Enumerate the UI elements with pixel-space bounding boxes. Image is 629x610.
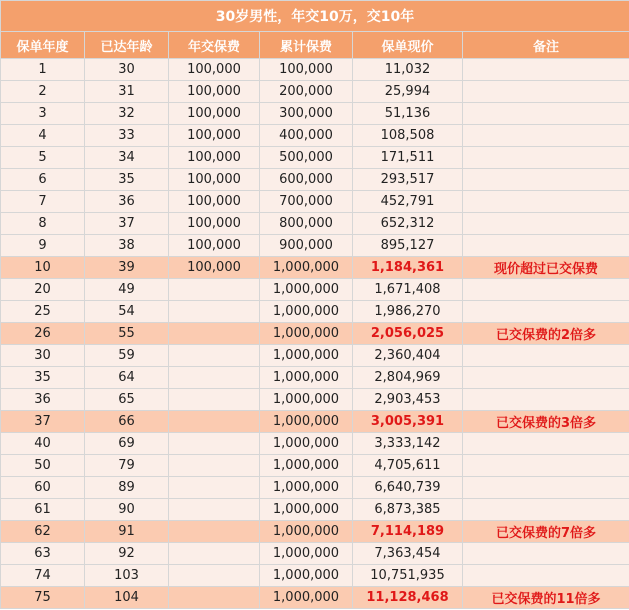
cell-note bbox=[463, 125, 629, 147]
cell-policy-year: 63 bbox=[1, 543, 85, 565]
col-header-age: 已达年龄 bbox=[85, 32, 169, 59]
cell-policy-year: 50 bbox=[1, 455, 85, 477]
cell-note bbox=[463, 477, 629, 499]
cell-total-premium: 800,000 bbox=[260, 213, 353, 235]
cell-cash-value: 7,363,454 bbox=[353, 543, 463, 565]
cell-age: 54 bbox=[85, 301, 169, 323]
cell-note bbox=[463, 169, 629, 191]
cell-age: 59 bbox=[85, 345, 169, 367]
table-row bbox=[1, 191, 629, 213]
cell-cash-value: 108,508 bbox=[353, 125, 463, 147]
cell-age: 31 bbox=[85, 81, 169, 103]
cell-total-premium: 1,000,000 bbox=[260, 367, 353, 389]
cell-age: 36 bbox=[85, 191, 169, 213]
cell-cash-value: 2,360,404 bbox=[353, 345, 463, 367]
cell-total-premium: 1,000,000 bbox=[260, 455, 353, 477]
col-header-annual-premium: 年交保费 bbox=[169, 32, 260, 59]
cell-cash-value: 6,640,739 bbox=[353, 477, 463, 499]
cell-total-premium: 1,000,000 bbox=[260, 477, 353, 499]
cell-total-premium: 1,000,000 bbox=[260, 345, 353, 367]
cell-note bbox=[463, 191, 629, 213]
cell-age: 92 bbox=[85, 543, 169, 565]
cell-annual-premium: 100,000 bbox=[169, 191, 260, 213]
cell-cash-value: 11,032 bbox=[353, 59, 463, 81]
cell-total-premium: 1,000,000 bbox=[260, 257, 353, 279]
cell-annual-premium: 100,000 bbox=[169, 103, 260, 125]
table-row bbox=[1, 455, 629, 477]
cell-note bbox=[463, 389, 629, 411]
cell-note bbox=[463, 81, 629, 103]
cell-age: 38 bbox=[85, 235, 169, 257]
cell-total-premium: 900,000 bbox=[260, 235, 353, 257]
cell-annual-premium bbox=[169, 543, 260, 565]
cell-age: 79 bbox=[85, 455, 169, 477]
table-row bbox=[1, 433, 629, 455]
cell-cash-value: 4,705,611 bbox=[353, 455, 463, 477]
table-row bbox=[1, 587, 629, 609]
cell-total-premium: 700,000 bbox=[260, 191, 353, 213]
cell-annual-premium bbox=[169, 279, 260, 301]
cell-note bbox=[463, 301, 629, 323]
cell-policy-year: 6 bbox=[1, 169, 85, 191]
cell-age: 34 bbox=[85, 147, 169, 169]
cell-policy-year: 35 bbox=[1, 367, 85, 389]
cell-policy-year: 3 bbox=[1, 103, 85, 125]
cell-policy-year: 9 bbox=[1, 235, 85, 257]
cell-policy-year: 36 bbox=[1, 389, 85, 411]
cell-note bbox=[463, 147, 629, 169]
cell-age: 37 bbox=[85, 213, 169, 235]
table-row bbox=[1, 345, 629, 367]
cell-total-premium: 1,000,000 bbox=[260, 323, 353, 345]
cell-note: 已交保费的7倍多 bbox=[463, 521, 629, 543]
cell-annual-premium bbox=[169, 301, 260, 323]
cell-age: 35 bbox=[85, 169, 169, 191]
cell-annual-premium: 100,000 bbox=[169, 257, 260, 279]
table-row bbox=[1, 389, 629, 411]
cell-note bbox=[463, 345, 629, 367]
col-header-cash-value: 保单现价 bbox=[353, 32, 463, 59]
cell-policy-year: 10 bbox=[1, 257, 85, 279]
cell-annual-premium bbox=[169, 367, 260, 389]
cell-policy-year: 74 bbox=[1, 565, 85, 587]
cell-annual-premium: 100,000 bbox=[169, 81, 260, 103]
cell-total-premium: 1,000,000 bbox=[260, 499, 353, 521]
cell-cash-value: 2,056,025 bbox=[353, 323, 463, 345]
cell-note bbox=[463, 213, 629, 235]
cell-note bbox=[463, 499, 629, 521]
cell-cash-value: 2,903,453 bbox=[353, 389, 463, 411]
cell-annual-premium bbox=[169, 455, 260, 477]
cell-policy-year: 26 bbox=[1, 323, 85, 345]
cell-cash-value: 7,114,189 bbox=[353, 521, 463, 543]
cell-policy-year: 5 bbox=[1, 147, 85, 169]
cell-cash-value: 51,136 bbox=[353, 103, 463, 125]
table-row bbox=[1, 213, 629, 235]
cell-note bbox=[463, 455, 629, 477]
table-row bbox=[1, 125, 629, 147]
cell-policy-year: 1 bbox=[1, 59, 85, 81]
cell-total-premium: 100,000 bbox=[260, 59, 353, 81]
cell-policy-year: 25 bbox=[1, 301, 85, 323]
cell-total-premium: 1,000,000 bbox=[260, 433, 353, 455]
cell-total-premium: 1,000,000 bbox=[260, 587, 353, 609]
table-row bbox=[1, 301, 629, 323]
cell-policy-year: 40 bbox=[1, 433, 85, 455]
table-row bbox=[1, 499, 629, 521]
cell-age: 49 bbox=[85, 279, 169, 301]
cell-policy-year: 2 bbox=[1, 81, 85, 103]
cell-age: 89 bbox=[85, 477, 169, 499]
table-title: 30岁男性，年交10万，交10年 bbox=[1, 1, 629, 32]
cell-annual-premium: 100,000 bbox=[169, 213, 260, 235]
cell-policy-year: 60 bbox=[1, 477, 85, 499]
cell-policy-year: 20 bbox=[1, 279, 85, 301]
cell-policy-year: 30 bbox=[1, 345, 85, 367]
cell-cash-value: 895,127 bbox=[353, 235, 463, 257]
cell-note bbox=[463, 235, 629, 257]
table-row bbox=[1, 521, 629, 543]
cell-policy-year: 62 bbox=[1, 521, 85, 543]
col-header-policy-year: 保单年度 bbox=[1, 32, 85, 59]
cell-total-premium: 1,000,000 bbox=[260, 301, 353, 323]
cell-note: 已交保费的2倍多 bbox=[463, 323, 629, 345]
cell-note bbox=[463, 367, 629, 389]
table-row bbox=[1, 565, 629, 587]
cell-policy-year: 75 bbox=[1, 587, 85, 609]
cell-annual-premium: 100,000 bbox=[169, 169, 260, 191]
table-row bbox=[1, 543, 629, 565]
cell-policy-year: 37 bbox=[1, 411, 85, 433]
cell-annual-premium: 100,000 bbox=[169, 235, 260, 257]
cell-annual-premium bbox=[169, 477, 260, 499]
cell-age: 64 bbox=[85, 367, 169, 389]
cell-annual-premium bbox=[169, 411, 260, 433]
table-row bbox=[1, 147, 629, 169]
cell-cash-value: 293,517 bbox=[353, 169, 463, 191]
cell-policy-year: 7 bbox=[1, 191, 85, 213]
cell-cash-value: 11,128,468 bbox=[353, 587, 463, 609]
cell-note bbox=[463, 565, 629, 587]
table-row bbox=[1, 235, 629, 257]
cell-note: 已交保费的3倍多 bbox=[463, 411, 629, 433]
cell-total-premium: 500,000 bbox=[260, 147, 353, 169]
cell-total-premium: 400,000 bbox=[260, 125, 353, 147]
cell-cash-value: 171,511 bbox=[353, 147, 463, 169]
cell-age: 69 bbox=[85, 433, 169, 455]
cell-annual-premium: 100,000 bbox=[169, 59, 260, 81]
cell-annual-premium: 100,000 bbox=[169, 125, 260, 147]
table-row bbox=[1, 169, 629, 191]
cell-total-premium: 300,000 bbox=[260, 103, 353, 125]
cell-age: 90 bbox=[85, 499, 169, 521]
cell-total-premium: 1,000,000 bbox=[260, 389, 353, 411]
cell-age: 65 bbox=[85, 389, 169, 411]
cell-cash-value: 3,333,142 bbox=[353, 433, 463, 455]
cell-annual-premium: 100,000 bbox=[169, 147, 260, 169]
cell-note bbox=[463, 433, 629, 455]
cell-total-premium: 1,000,000 bbox=[260, 543, 353, 565]
cell-age: 32 bbox=[85, 103, 169, 125]
table-title-row bbox=[1, 1, 629, 32]
cell-cash-value: 10,751,935 bbox=[353, 565, 463, 587]
cell-annual-premium bbox=[169, 345, 260, 367]
cell-note bbox=[463, 103, 629, 125]
cell-note bbox=[463, 279, 629, 301]
table-row bbox=[1, 411, 629, 433]
cell-cash-value: 6,873,385 bbox=[353, 499, 463, 521]
cell-total-premium: 1,000,000 bbox=[260, 565, 353, 587]
cell-policy-year: 4 bbox=[1, 125, 85, 147]
cell-total-premium: 1,000,000 bbox=[260, 279, 353, 301]
table-row bbox=[1, 367, 629, 389]
cell-age: 30 bbox=[85, 59, 169, 81]
col-header-total-premium: 累计保费 bbox=[260, 32, 353, 59]
cell-annual-premium bbox=[169, 323, 260, 345]
cell-age: 103 bbox=[85, 565, 169, 587]
table-row bbox=[1, 81, 629, 103]
column-header-row bbox=[1, 32, 629, 59]
cell-cash-value: 1,671,408 bbox=[353, 279, 463, 301]
cell-cash-value: 3,005,391 bbox=[353, 411, 463, 433]
cell-annual-premium bbox=[169, 389, 260, 411]
cell-cash-value: 652,312 bbox=[353, 213, 463, 235]
cell-total-premium: 200,000 bbox=[260, 81, 353, 103]
table-row bbox=[1, 323, 629, 345]
cell-cash-value: 1,184,361 bbox=[353, 257, 463, 279]
cell-age: 39 bbox=[85, 257, 169, 279]
cell-age: 104 bbox=[85, 587, 169, 609]
cell-note: 已交保费的11倍多 bbox=[463, 587, 629, 609]
cell-age: 33 bbox=[85, 125, 169, 147]
cell-cash-value: 25,994 bbox=[353, 81, 463, 103]
table-row bbox=[1, 103, 629, 125]
cell-note bbox=[463, 543, 629, 565]
cell-note: 现价超过已交保费 bbox=[463, 257, 629, 279]
cell-policy-year: 61 bbox=[1, 499, 85, 521]
cell-note bbox=[463, 59, 629, 81]
cell-annual-premium bbox=[169, 521, 260, 543]
cell-annual-premium bbox=[169, 565, 260, 587]
cell-age: 55 bbox=[85, 323, 169, 345]
cell-annual-premium bbox=[169, 587, 260, 609]
cell-total-premium: 600,000 bbox=[260, 169, 353, 191]
cell-cash-value: 1,986,270 bbox=[353, 301, 463, 323]
cell-total-premium: 1,000,000 bbox=[260, 411, 353, 433]
cell-policy-year: 8 bbox=[1, 213, 85, 235]
cell-cash-value: 2,804,969 bbox=[353, 367, 463, 389]
table-row bbox=[1, 477, 629, 499]
cell-age: 91 bbox=[85, 521, 169, 543]
table-body bbox=[1, 59, 629, 609]
cell-age: 66 bbox=[85, 411, 169, 433]
table-row bbox=[1, 279, 629, 301]
cell-annual-premium bbox=[169, 499, 260, 521]
cell-annual-premium bbox=[169, 433, 260, 455]
table-row bbox=[1, 257, 629, 279]
col-header-note: 备注 bbox=[463, 32, 629, 59]
cell-cash-value: 452,791 bbox=[353, 191, 463, 213]
table-row bbox=[1, 59, 629, 81]
cell-total-premium: 1,000,000 bbox=[260, 521, 353, 543]
